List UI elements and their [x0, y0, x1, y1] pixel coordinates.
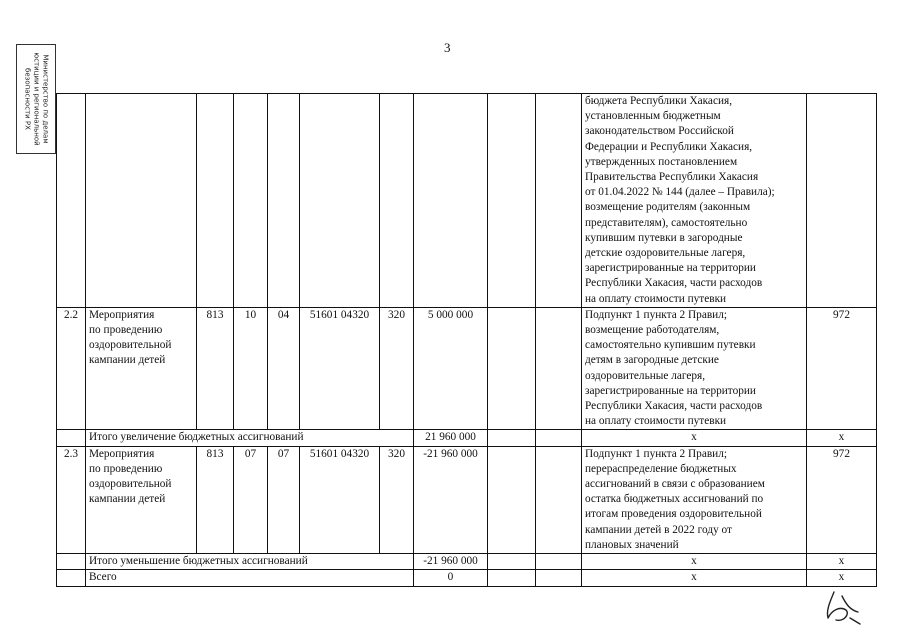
row-number: 2.3	[57, 446, 86, 553]
event-name-cell: Мероприятия по проведению оздоровительной кампании детей	[86, 446, 197, 553]
basis-cell: х	[582, 430, 807, 446]
code-cell: х	[807, 430, 877, 446]
table-row-2-3	[57, 446, 877, 553]
page-number: 3	[444, 40, 451, 55]
table-row-total-increase	[57, 430, 877, 446]
event-name-cell: Мероприятия по проведению оздоровительной кампании детей	[86, 307, 197, 430]
target-article-cell: 51601 04320	[300, 307, 380, 430]
table-row-total-decrease	[57, 554, 877, 570]
table-row-2-2	[57, 307, 877, 430]
stamp-line: Министерство по делам	[41, 54, 50, 144]
amount-cell: 0	[414, 570, 488, 586]
subsection-cell: 04	[268, 307, 300, 430]
amount-cell: 21 960 000	[414, 430, 488, 446]
basis-cell: бюджета Республики Хакасия, установленным бюджетным законодательством Российской Федерации и Республики Хакасия, утвержденных постановлением Правительства Республики Хакасия от 01.04.2022 № 144 (далее – Правила); возмещение родителям (законным представителям), самостоятельно купившим путевки в загородные детские оздоровительные лагеря, зарегистрированные на территории Республики Хакасия, части расходов на оплату стоимости путевки	[582, 94, 807, 308]
section-cell: 10	[234, 307, 268, 430]
code-cell: 972	[807, 446, 877, 553]
grbs-cell: 813	[197, 446, 234, 553]
subsection-cell: 07	[268, 446, 300, 553]
table-row-continuation	[57, 94, 877, 308]
code-cell: 972	[807, 307, 877, 430]
total-label: Всего	[86, 570, 414, 586]
total-label: Итого уменьшение бюджетных ассигнований	[86, 554, 414, 570]
stamp-line: юстиции и региональной	[32, 52, 41, 146]
basis-cell: х	[582, 570, 807, 586]
budget-allocation-table	[56, 93, 877, 587]
expense-type-cell: 320	[380, 446, 414, 553]
table-row-grand-total	[57, 570, 877, 586]
section-cell: 07	[234, 446, 268, 553]
registration-stamp	[16, 44, 56, 154]
amount-cell: 5 000 000	[414, 307, 488, 430]
code-cell: х	[807, 570, 877, 586]
expense-type-cell: 320	[380, 307, 414, 430]
amount-cell: -21 960 000	[414, 554, 488, 570]
grbs-cell: 813	[197, 307, 234, 430]
basis-cell: Подпункт 1 пункта 2 Правил; перераспределение бюджетных ассигнований в связи с образованием остатка бюджетных ассигнований по итогам проведения оздоровительной кампании детей в 2022 году от плановых значений	[582, 446, 807, 553]
row-number: 2.2	[57, 307, 86, 430]
code-cell: х	[807, 554, 877, 570]
basis-cell: Подпункт 1 пункта 2 Правил; возмещение работодателям, самостоятельно купившим путевки детям в загородные детские оздоровительные лагеря, зарегистрированные на территории Республики Хакасия, части расходов на оплату стоимости путевки	[582, 307, 807, 430]
stamp-line: безопасности РХ	[23, 68, 32, 130]
amount-cell: -21 960 000	[414, 446, 488, 553]
target-article-cell: 51601 04320	[300, 446, 380, 553]
basis-cell: х	[582, 554, 807, 570]
total-label: Итого увеличение бюджетных ассигнований	[86, 430, 414, 446]
signature-mark	[820, 588, 866, 628]
